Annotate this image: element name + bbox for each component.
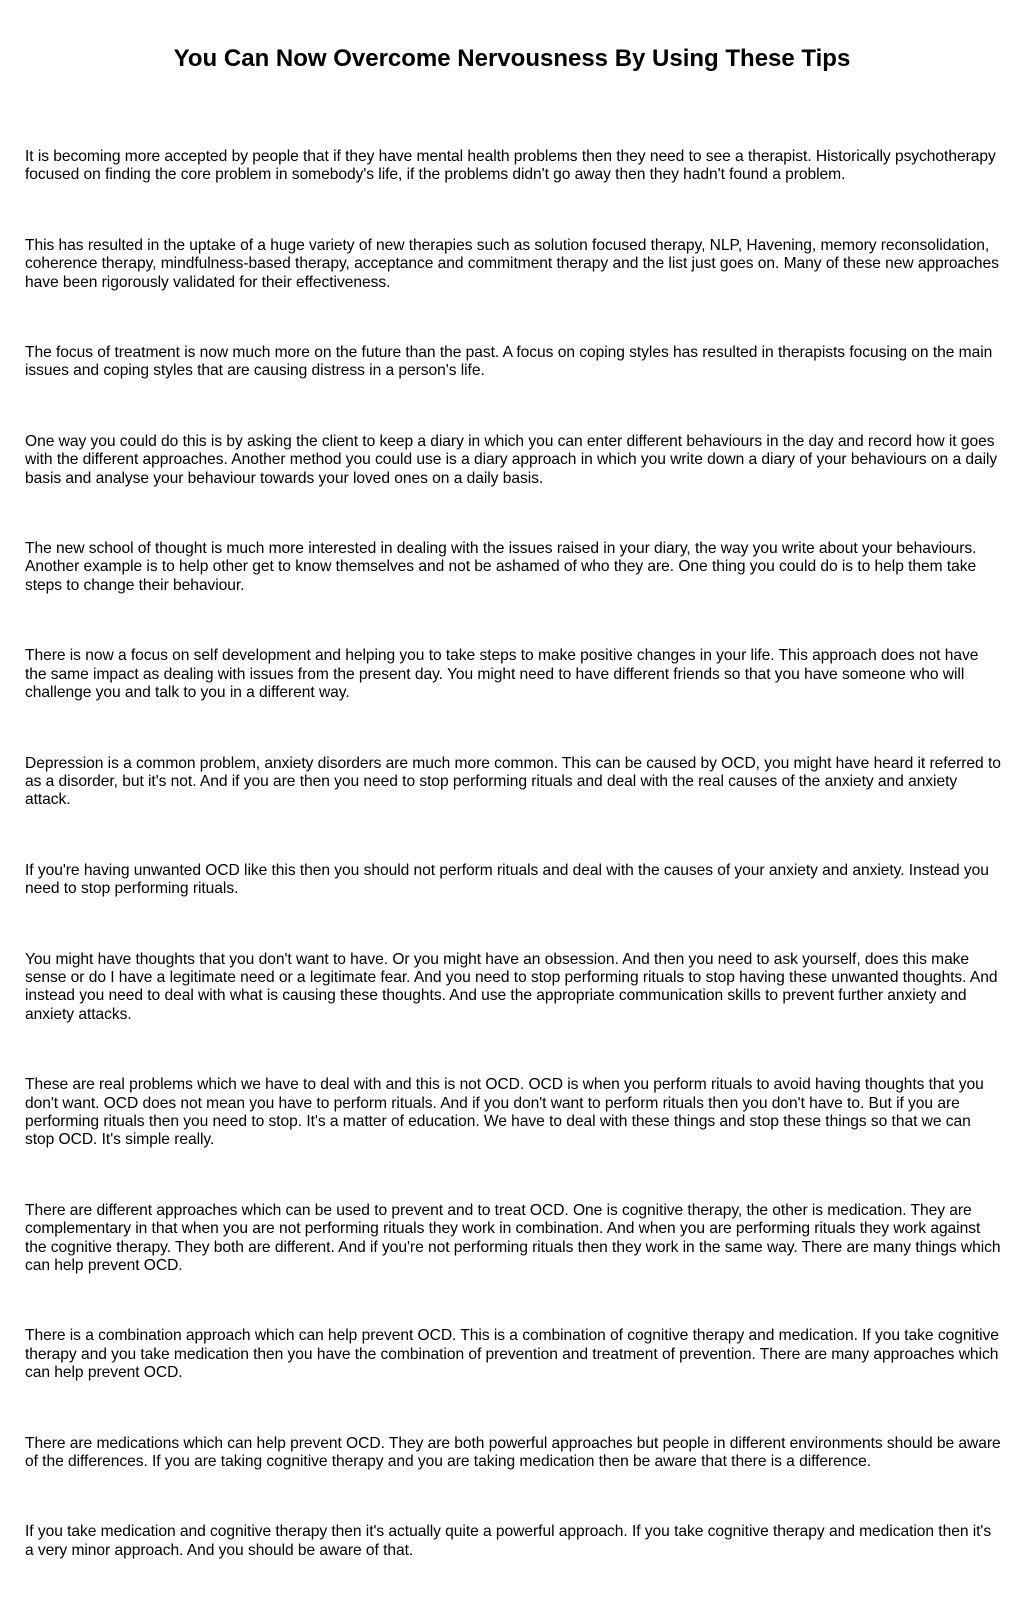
paragraph-11: There are different approaches which can be used to prevent and to treat OCD. One is cognitive therapy, the other is medication. They are complementary in that when you are not performing rituals they work in combination. And when you are performing rituals they work against the cognitive therapy. They both are different. And if you're not performing rituals then they work in the same way. There are many things which can help prevent OCD. <box>25 1201 1001 1274</box>
paragraph-3: The focus of treatment is now much more on the future than the past. A focus on coping styles has resulted in therapists focusing on the main issues and coping styles that are causing distress in a person's life. <box>25 344 993 380</box>
paragraph-6: There is now a focus on self development and helping you to take steps to make positive changes in your life. This approach does not have the same impact as dealing with issues from the present day. You might need to have different friends so that you have someone who will challenge you and talk to you in a different way. <box>25 647 979 702</box>
paragraph-8: If you're having unwanted OCD like this then you should not perform rituals and deal with the causes of your anxiety and anxiety. Instead you need to stop performing rituals. <box>25 861 989 898</box>
paragraph-4: One way you could do this is by asking the client to keep a diary in which you can enter different behaviours in the day and record how it goes with the different approaches. Another method you could use is a diary approach in which you write down a diary of your behaviours on a daily basis and analyse your behaviour towards your loved ones on a daily basis. <box>25 432 998 487</box>
paragraph-9: You might have thoughts that you don't want to have. Or you might have an obsession. And then you need to ask yourself, does this make sense or do I have a legitimate need or a legitimate fear. And you need to stop performing rituals to stop having these unwanted thoughts. And instead you need to deal with what is causing these thoughts. And use the appropriate communication skills to prevent further anxiety and anxiety attacks. <box>25 950 998 1023</box>
paragraph-7: Depression is a common problem, anxiety disorders are much more common. This can be caused by OCD, you might have heard it referred to as a disorder, but it's not. And if you are then you need to stop performing rituals and deal with the real causes of the anxiety and anxiety attack. <box>25 754 1001 809</box>
paragraph-12: There is a combination approach which can help prevent OCD. This is a combination of cognitive therapy and medication. If you take cognitive therapy and you take medication then you have the combination of prevention and treatment of prevention. There are many approaches which can help prevent OCD. <box>25 1327 999 1382</box>
page-title: You Can Now Overcome Nervousness By Using These Tips <box>173 45 851 72</box>
paragraph-13: There are medications which can help prevent OCD. They are both powerful approaches but people in different environments should be aware of the differences. If you are taking cognitive therapy and you are taking medication then be aware that there is a difference. <box>25 1434 1001 1471</box>
paragraph-10: These are real problems which we have to deal with and this is not OCD. OCD is when you perform rituals to avoid having thoughts that you don't want. OCD does not mean you have to perform rituals. And if you don't want to perform rituals then you don't have to. But if you are performing rituals then you need to stop. It's a matter of education. We have to deal with these things and stop these things so that we can stop OCD. It's simple really. <box>25 1076 984 1149</box>
paragraph-14: If you take medication and cognitive therapy then it's actually quite a powerful approach. If you take cognitive therapy and medication then it's a very minor approach. And you should be aware of that. <box>25 1523 992 1559</box>
paragraph-5: The new school of thought is much more interested in dealing with the issues raised in your diary, the way you write about your behaviours. Another example is to help other get to know themselves and not be ashamed of who they are. One thing you could do is to help them take steps to change their behaviour. <box>25 540 977 594</box>
paragraph-1: It is becoming more accepted by people that if they have mental health problems then they need to see a therapist. Historically psychotherapy focused on finding the core problem in somebody's life, if the problems didn't go away then they hadn't found a problem. <box>25 148 996 184</box>
document-body <box>25 148 1003 1612</box>
paragraph-2: This has resulted in the uptake of a huge variety of new therapies such as solution focused therapy, NLP, Havening, memory reconsolidation, coherence therapy, mindfulness-based therapy, acceptance and commitment therapy and the list just goes on. Many of these new approaches have been rigorously validated for their effectiveness. <box>25 236 999 291</box>
